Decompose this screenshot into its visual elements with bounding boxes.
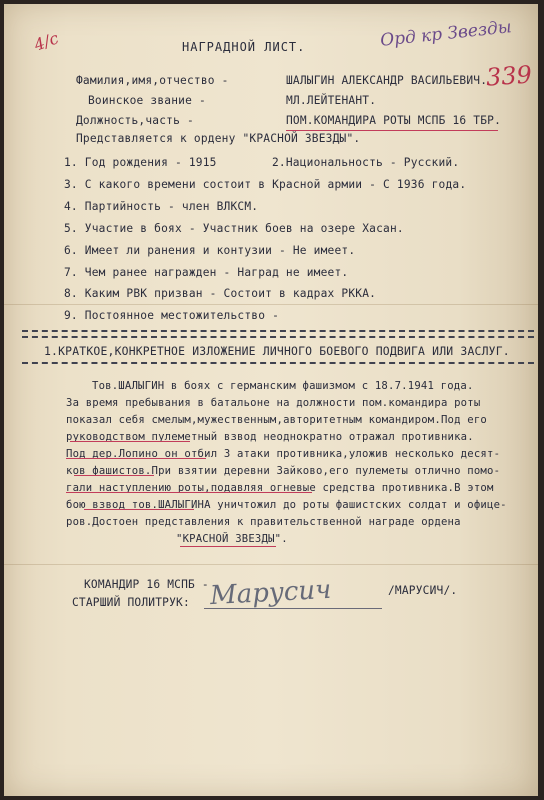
- position-value: ПОМ.КОМАНДИРА РОТЫ МСПБ 16 ТБР.: [286, 114, 501, 127]
- item-address: 9. Постоянное местожительство -: [64, 309, 279, 322]
- item-rvk: 8. Каким РВК призван - Состоит в кадрах РККА.: [64, 287, 377, 300]
- name-label: Фамилия,имя,отчество -: [76, 74, 229, 87]
- narrative-line: "КРАСНОЙ ЗВЕЗДЫ".: [176, 533, 288, 545]
- underline-mark: [180, 546, 276, 547]
- narrative-line: За время пребывания в батальоне на должности пом.командира роты: [66, 397, 481, 409]
- separator-line: [22, 336, 534, 338]
- item-party: 4. Партийность - член ВЛКСМ.: [64, 200, 259, 213]
- signature-line: [204, 608, 382, 609]
- underline-mark: [66, 492, 312, 493]
- narrative-line: руководством пулеметный взвод неоднократно отражал противника.: [66, 431, 474, 443]
- rank-label: Воинское звание -: [88, 94, 206, 107]
- item-nationality: 2.Национальность - Русский.: [272, 156, 460, 169]
- paper-fold: [4, 304, 538, 305]
- separator-line: [22, 362, 534, 364]
- section-title: 1.КРАТКОЕ,КОНКРЕТНОЕ ИЗЛОЖЕНИЕ ЛИЧНОГО БОЕВОГО ПОДВИГА ИЛИ ЗАСЛУГ.: [44, 344, 510, 358]
- rank-value: МЛ.ЛЕЙТЕНАНТ.: [286, 94, 377, 107]
- narrative-line: Тов.ШАЛЫГИН в боях с германским фашизмом с 18.7.1941 года.: [92, 380, 474, 392]
- position-underline: [286, 130, 498, 131]
- narrative-line: Под дер.Лопино он отбил 3 атаки противника,уложив несколько десят-: [66, 448, 501, 460]
- narrative-line: ков фашистов.При взятии деревни Зайково,его пулеметы отлично помо-: [66, 465, 501, 477]
- politruk-label: СТАРШИЙ ПОЛИТРУК:: [72, 596, 190, 609]
- name-value: ШАЛЫГИН АЛЕКСАНДР ВАСИЛЬЕВИЧ.: [286, 74, 488, 87]
- item-battles: 5. Участие в боях - Участник боев на озере Хасан.: [64, 222, 404, 235]
- paper-fold: [4, 564, 538, 565]
- handwritten-signature: Марусич: [209, 574, 333, 612]
- narrative-line: бою взвод тов.ШАЛЫГИНА уничтожил до роты фашистских солдат и офице-: [66, 499, 507, 511]
- underline-mark: [70, 441, 190, 442]
- narrative-line: гали наступлению роты,подавляя огневые средства противника.В этом: [66, 482, 494, 494]
- underline-mark: [66, 458, 206, 459]
- document-title: НАГРАДНОЙ ЛИСТ.: [182, 40, 306, 54]
- handwritten-order-note: Орд кр Звезды: [379, 17, 513, 51]
- underline-mark: [84, 509, 194, 510]
- item-birth-year: 1. Год рождения - 1915: [64, 156, 217, 169]
- item-army-service: 3. С какого времени состоит в Красной армии - С 1936 года.: [64, 178, 467, 191]
- signature-name: /МАРУСИЧ/.: [388, 584, 458, 597]
- position-label: Должность,часть -: [76, 114, 194, 127]
- underline-mark: [74, 475, 154, 476]
- narrative-line: показал себя смелым,мужественным,авторитетным командиром.Под его: [66, 414, 487, 426]
- item-wounds: 6. Имеет ли ранения и контузии - Не имеет.: [64, 244, 356, 257]
- presented-line: Представляется к ордену "КРАСНОЙ ЗВЕЗДЫ".: [76, 132, 361, 145]
- narrative-line: ров.Достоен представления к правительственной награде ордена: [66, 516, 461, 528]
- commander-label: КОМАНДИР 16 МСПБ -: [84, 578, 209, 591]
- handwritten-red-number: 339: [485, 60, 533, 92]
- handwritten-mark-top-left: 4/с: [31, 28, 62, 55]
- item-previous-awards: 7. Чем ранее награжден - Наград не имеет.: [64, 266, 349, 279]
- award-sheet: [4, 4, 538, 796]
- separator-line: [22, 330, 534, 332]
